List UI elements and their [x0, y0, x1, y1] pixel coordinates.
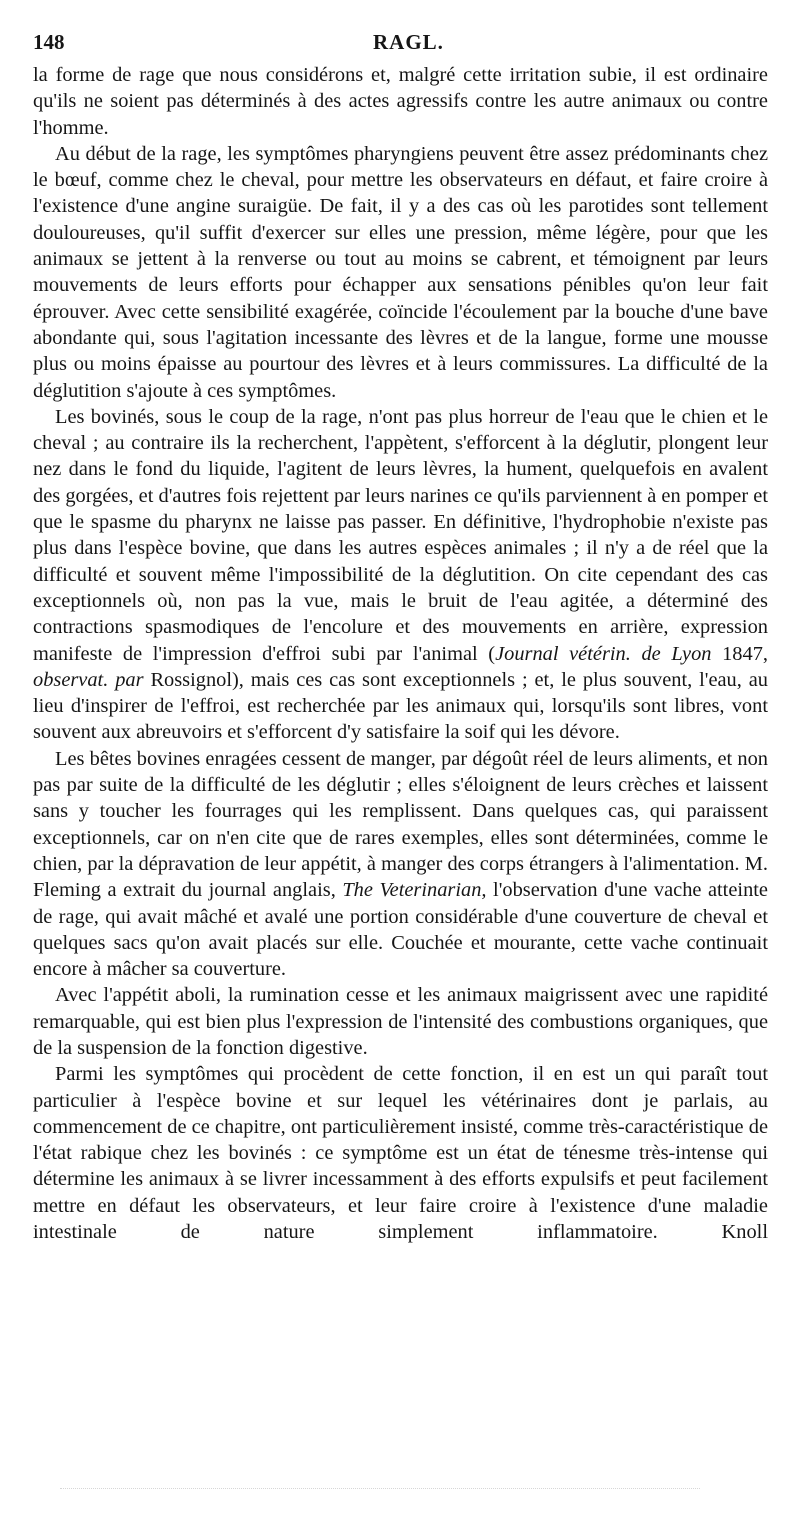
paragraph [33, 141, 768, 404]
page [33, 22, 768, 1245]
text-segment: Parmi les symptômes qui procèdent de cette fonction, il en est un qui paraît tout particulier à l'espèce bovine et sur lequel les vétérinaires dont je parlais, au commencement de ce chapitre, ont particulièrement insisté, comme très-caractéristique de l'état rabique chez les bovinés : ce symptôme est un état de ténesme très-intense qui détermine les animaux à se livrer incessamment à des efforts expulsifs et peut facilement mettre en défaut les observateurs, et leur faire croire à l'existence d'une maladie intestinale de nature simplement inflammatoire. Knoll [33, 1063, 768, 1244]
text-segment: la forme de rage que nous considérons et, malgré cette irritation subie, il est ordinaire qu'ils ne soient pas déterminés à des actes agressifs contre les autre animaux ou contre l'homme. [33, 64, 768, 139]
text-segment: Les bêtes bovines enragées cessent de manger, par dégoût réel de leurs aliments, et non pas par suite de la difficulté de les déglutir ; elles s'éloignent de leurs crèches et laissent sans y toucher les fourrages qui les remplissent. Dans quelques cas, qui paraissent exceptionnels, car on n'en cite que de rares exemples, elles sont déterminées, comme le chien, par la dépravation de leur appétit, à manger des corps étrangers à l'alimentation. M. Fleming a extrait du journal anglais, [33, 747, 768, 902]
body-text [33, 62, 768, 1245]
text-segment: l'observation d'une vache atteinte de rage, qui avait mâché et avalé une portion considérable d'une couverture de cheval et quelques sacs qu'on avait placés sur elle. Couchée et mourante, cette vache continuait encore à mâcher sa couverture. [33, 879, 768, 981]
running-header [33, 22, 768, 62]
paragraph [33, 1061, 768, 1245]
scan-noise [60, 1488, 700, 1495]
running-title: RAGL. [373, 30, 444, 54]
citation-journal: Journal vétérin. de Lyon [495, 642, 712, 665]
text-segment: Au début de la rage, les symptômes pharyngiens peuvent être assez prédominants chez le bœuf, comme chez le cheval, pour mettre les observateurs en défaut, et faire croire à l'existence d'une angine suraigüe. De fait, il y a des cas où les parotides sont tellement douloureuses, qu'il suffit d'exercer sur elles une pression, même légère, pour que les animaux se jettent à la renverse ou tout au moins se cabrent, et témoignent par leurs mouvements de leurs efforts pour échapper aux sensations pénibles qu'on leur fait éprouver. Avec cette sensibilité exagérée, coïncide l'écoulement par la bouche d'une bave abondante qui, sous l'agitation incessante des lèvres et de la langue, forme une mousse plus ou moins épaisse au pourtour des lèvres et à leurs commissures. La difficulté de la déglutition s'ajoute à ces symptômes. [33, 142, 768, 402]
text-segment: Rossignol), mais ces cas sont exceptionnels ; et, le plus souvent, l'eau, au lieu d'inspirer de l'effroi, est recherchée par les animaux qui, lorsqu'ils sont libres, vont souvent aux abreuvoirs et s'efforcent d'y satisfaire la soif qui les dévore. [33, 668, 768, 744]
text-segment: Avec l'appétit aboli, la rumination cesse et les animaux maigrissent avec une rapidité remarquable, qui est bien plus l'expression de l'intensité des combustions organiques, que de la suspension de la fonction digestive. [33, 984, 768, 1059]
paragraph [33, 62, 768, 141]
citation-journal: The Veterinarian, [342, 879, 487, 902]
paragraph [33, 746, 768, 983]
paragraph [33, 404, 768, 746]
text-segment: Les bovinés, sous le coup de la rage, n'ont pas plus horreur de l'eau que le chien et le cheval ; au contraire ils la recherchent, l'appètent, s'efforcent à la déglutir, plongent leur nez dans le fond du liquide, l'agitent de leurs lèvres, la hument, quelquefois en avalent des gorgées, et d'autres fois rejettent par leurs narines ce qu'ils parviennent à en pomper et que le spasme du pharynx ne laisse pas passer. En définitive, l'hydrophobie n'existe pas plus dans l'espèce bovine, que dans les autres espèces animales ; il n'y a de réel que la difficulté et souvent même l'impossibilité de la déglutition. On cite cependant des cas exceptionnels où, non pas la vue, mais le bruit de l'eau agitée, a déterminé des contractions spasmodiques de l'encolure et des mouvements en arrière, expression manifeste de l'impression d'effroi subi par l'animal ( [33, 405, 768, 665]
citation-observation: observat. par [33, 668, 144, 691]
text-segment: 1847, [711, 642, 768, 665]
page-number: 148 [33, 30, 65, 54]
paragraph [33, 982, 768, 1061]
